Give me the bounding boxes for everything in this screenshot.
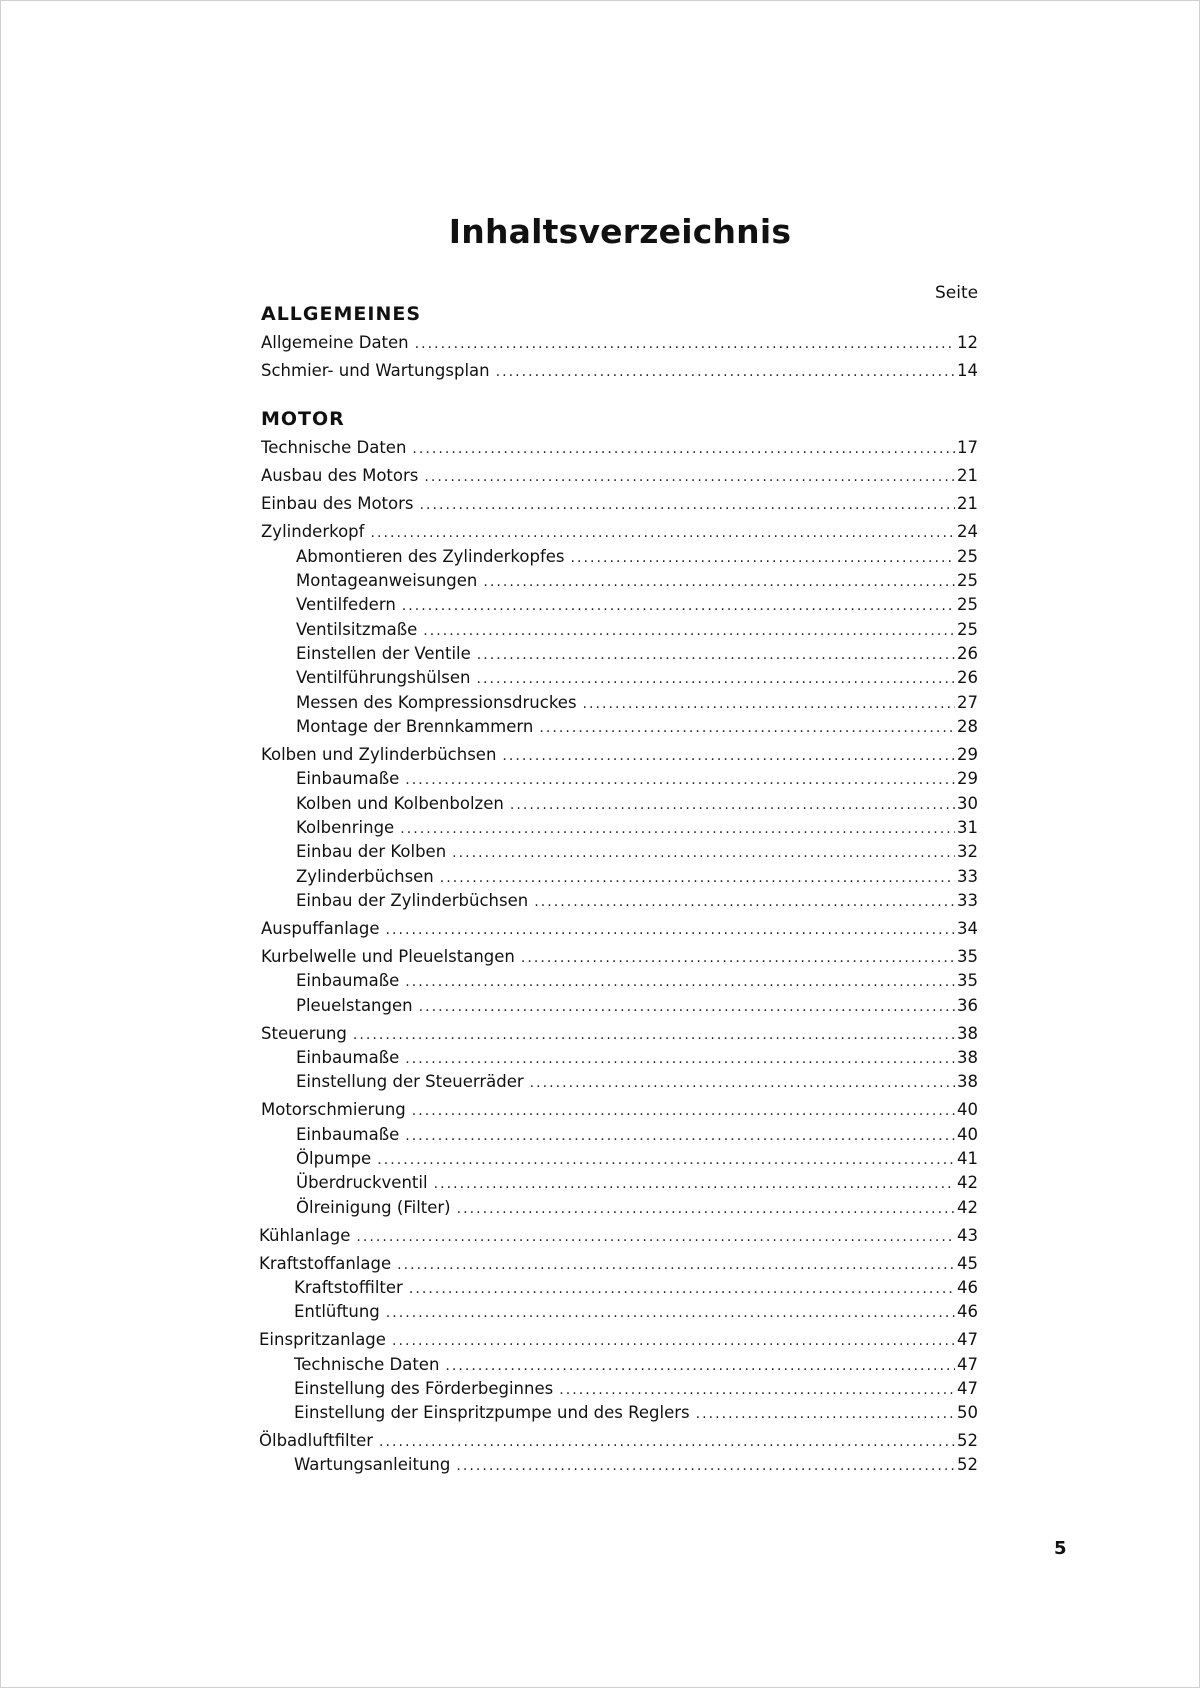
toc-entry bbox=[259, 1329, 978, 1351]
toc-entry-page: 26 bbox=[957, 644, 978, 663]
toc-entry bbox=[296, 643, 978, 665]
toc-entry-label: Technische Daten bbox=[294, 1355, 440, 1374]
dot-leader bbox=[392, 1330, 955, 1352]
toc-entry bbox=[261, 437, 978, 459]
toc-entry bbox=[296, 667, 978, 689]
toc-entry-page: 25 bbox=[957, 595, 978, 614]
toc-entry-label: Kolbenringe bbox=[296, 818, 395, 837]
toc-entry-label: Ölreinigung (Filter) bbox=[296, 1198, 451, 1217]
toc-entry-page: 33 bbox=[957, 867, 978, 886]
toc-entry bbox=[294, 1402, 978, 1424]
dot-leader bbox=[412, 1100, 955, 1122]
toc-entry bbox=[294, 1301, 978, 1323]
toc-entry bbox=[296, 594, 978, 616]
toc-entry-page: 30 bbox=[957, 794, 978, 813]
toc-entry-page: 35 bbox=[957, 971, 978, 990]
toc-entry-page: 52 bbox=[957, 1455, 978, 1474]
toc-entry-label: Montage der Brennkammern bbox=[296, 717, 534, 736]
dot-leader bbox=[496, 361, 955, 383]
dot-leader bbox=[412, 438, 955, 460]
dot-leader bbox=[379, 1431, 955, 1453]
toc-entry bbox=[296, 995, 978, 1017]
toc-entry-page: 29 bbox=[957, 745, 978, 764]
toc-entry bbox=[261, 744, 978, 766]
toc-entry-page: 33 bbox=[957, 891, 978, 910]
toc-entry-page: 27 bbox=[957, 693, 978, 712]
toc-entry bbox=[296, 866, 978, 888]
dot-leader bbox=[530, 1072, 955, 1094]
toc-entry-page: 35 bbox=[957, 947, 978, 966]
toc-entry-label: Einstellung der Steuerräder bbox=[296, 1072, 524, 1091]
toc-entry bbox=[296, 546, 978, 568]
dot-leader bbox=[571, 547, 955, 569]
toc-entry-page: 31 bbox=[957, 818, 978, 837]
dot-leader bbox=[434, 1173, 955, 1195]
toc-entry-label: Pleuelstangen bbox=[296, 996, 413, 1015]
toc-entry bbox=[259, 1430, 978, 1452]
dot-leader bbox=[405, 769, 955, 791]
dot-leader bbox=[405, 1125, 955, 1147]
toc-entry-label: Zylinderkopf bbox=[261, 522, 365, 541]
toc-entry bbox=[296, 1047, 978, 1069]
dot-leader bbox=[502, 745, 955, 767]
toc-entry bbox=[296, 1071, 978, 1093]
toc-entry-label: Einbau der Kolben bbox=[296, 842, 447, 861]
toc-entry-page: 45 bbox=[957, 1254, 978, 1273]
toc-entry-page: 24 bbox=[957, 522, 978, 541]
toc-entry-label: Montageanweisungen bbox=[296, 571, 478, 590]
toc-entry-page: 42 bbox=[957, 1173, 978, 1192]
toc-entry bbox=[296, 793, 978, 815]
dot-leader bbox=[402, 595, 955, 617]
dot-leader bbox=[559, 1379, 955, 1401]
toc-entry-label: Motorschmierung bbox=[261, 1100, 406, 1119]
dot-leader bbox=[356, 1226, 955, 1248]
section-heading: MOTOR bbox=[261, 408, 345, 430]
dot-leader bbox=[583, 693, 955, 715]
toc-entry bbox=[261, 493, 978, 515]
toc-entry-label: Ausbau des Motors bbox=[261, 466, 419, 485]
toc-entry-page: 21 bbox=[957, 494, 978, 513]
toc-entry-label: Steuerung bbox=[261, 1024, 347, 1043]
toc-entry bbox=[261, 360, 978, 382]
page-title: Inhaltsverzeichnis bbox=[448, 212, 792, 251]
toc-entry-page: 38 bbox=[957, 1048, 978, 1067]
toc-entry-page: 52 bbox=[957, 1431, 978, 1450]
toc-entry bbox=[296, 570, 978, 592]
dot-leader bbox=[534, 891, 955, 913]
dot-leader bbox=[445, 1355, 955, 1377]
toc-entry-label: Abmontieren des Zylinderkopfes bbox=[296, 547, 565, 566]
toc-entry-page: 40 bbox=[957, 1100, 978, 1119]
toc-entry bbox=[261, 332, 978, 354]
toc-entry-label: Kraftstoffanlage bbox=[259, 1254, 392, 1273]
toc-entry bbox=[296, 768, 978, 790]
toc-entry-label: Technische Daten bbox=[261, 438, 407, 457]
toc-entry-page: 38 bbox=[957, 1072, 978, 1091]
toc-entry-page: 47 bbox=[957, 1330, 978, 1349]
toc-entry-label: Wartungsanleitung bbox=[294, 1455, 451, 1474]
dot-leader bbox=[521, 947, 955, 969]
toc-entry-label: Kolben und Zylinderbüchsen bbox=[261, 745, 497, 764]
dot-leader bbox=[423, 620, 955, 642]
toc-entry-page: 14 bbox=[957, 361, 978, 380]
toc-entry bbox=[261, 946, 978, 968]
toc-entry-page: 47 bbox=[957, 1379, 978, 1398]
toc-entry-page: 25 bbox=[957, 620, 978, 639]
dot-leader bbox=[409, 1278, 955, 1300]
toc-entry-label: Allgemeine Daten bbox=[261, 333, 409, 352]
dot-leader bbox=[353, 1024, 955, 1046]
dot-leader bbox=[483, 571, 955, 593]
toc-entry-label: Einstellung des Förderbeginnes bbox=[294, 1379, 554, 1398]
toc-entry-page: 46 bbox=[957, 1278, 978, 1297]
toc-entry-page: 36 bbox=[957, 996, 978, 1015]
toc-entry bbox=[296, 1148, 978, 1170]
toc-entry-label: Ventilsitzmaße bbox=[296, 620, 418, 639]
dot-leader bbox=[476, 668, 955, 690]
toc-entry bbox=[261, 1023, 978, 1045]
dot-leader bbox=[457, 1198, 955, 1220]
dot-leader bbox=[510, 794, 955, 816]
toc-entry-label: Einbaumaße bbox=[296, 971, 400, 990]
dot-leader bbox=[419, 996, 955, 1018]
toc-entry bbox=[261, 465, 978, 487]
dot-leader bbox=[477, 644, 955, 666]
dot-leader bbox=[696, 1403, 955, 1425]
toc-entry bbox=[259, 1253, 978, 1275]
section-heading: ALLGEMEINES bbox=[261, 303, 422, 325]
toc-entry bbox=[294, 1277, 978, 1299]
dot-leader bbox=[370, 522, 955, 544]
dot-leader bbox=[405, 1048, 955, 1070]
toc-entry bbox=[294, 1378, 978, 1400]
toc-entry-page: 47 bbox=[957, 1355, 978, 1374]
toc-entry-page: 38 bbox=[957, 1024, 978, 1043]
toc-entry-label: Überdruckventil bbox=[296, 1173, 428, 1192]
toc-entry-label: Einbaumaße bbox=[296, 769, 400, 788]
toc-entry bbox=[296, 716, 978, 738]
toc-entry-page: 43 bbox=[957, 1226, 978, 1245]
toc-entry-page: 25 bbox=[957, 547, 978, 566]
toc-entry-page: 25 bbox=[957, 571, 978, 590]
toc-entry-label: Einbau des Motors bbox=[261, 494, 414, 513]
page-column-header: Seite bbox=[935, 283, 979, 303]
dot-leader bbox=[397, 1254, 955, 1276]
dot-leader bbox=[452, 842, 955, 864]
toc-entry-label: Einstellen der Ventile bbox=[296, 644, 471, 663]
toc-entry-page: 32 bbox=[957, 842, 978, 861]
toc-entry bbox=[261, 1099, 978, 1121]
toc-entry-label: Kurbelwelle und Pleuelstangen bbox=[261, 947, 515, 966]
page-number: 5 bbox=[1054, 1538, 1067, 1559]
toc-entry-page: 46 bbox=[957, 1302, 978, 1321]
toc-entry bbox=[296, 970, 978, 992]
toc-entry bbox=[296, 692, 978, 714]
toc-entry bbox=[294, 1454, 978, 1476]
toc-entry-label: Kühlanlage bbox=[259, 1226, 351, 1245]
dot-leader bbox=[424, 466, 955, 488]
toc-entry-page: 41 bbox=[957, 1149, 978, 1168]
toc-entry-label: Messen des Kompressionsdruckes bbox=[296, 693, 577, 712]
toc-entry bbox=[261, 521, 978, 543]
toc-entry-page: 21 bbox=[957, 466, 978, 485]
dot-leader bbox=[405, 971, 955, 993]
dot-leader bbox=[377, 1149, 955, 1171]
toc-entry-label: Einbaumaße bbox=[296, 1125, 400, 1144]
toc-entry-label: Ventilfedern bbox=[296, 595, 396, 614]
dot-leader bbox=[456, 1455, 955, 1477]
toc-entry bbox=[296, 841, 978, 863]
dot-leader bbox=[539, 717, 955, 739]
dot-leader bbox=[440, 867, 955, 889]
toc-entry-label: Auspuffanlage bbox=[261, 919, 380, 938]
toc-entry bbox=[296, 1124, 978, 1146]
toc-entry-page: 17 bbox=[957, 438, 978, 457]
dot-leader bbox=[386, 919, 955, 941]
toc-entry-label: Ölpumpe bbox=[296, 1149, 372, 1168]
toc-entry-label: Einbau der Zylinderbüchsen bbox=[296, 891, 529, 910]
toc-entry-page: 40 bbox=[957, 1125, 978, 1144]
toc-entry-label: Einstellung der Einspritzpumpe und des Reglers bbox=[294, 1403, 690, 1422]
toc-entry bbox=[296, 1172, 978, 1194]
toc-entry bbox=[296, 890, 978, 912]
toc-entry-page: 26 bbox=[957, 668, 978, 687]
toc-entry bbox=[261, 918, 978, 940]
toc-entry-page: 42 bbox=[957, 1198, 978, 1217]
toc-entry bbox=[296, 619, 978, 641]
toc-entry-label: Kraftstoffilter bbox=[294, 1278, 403, 1297]
toc-entry-label: Einspritzanlage bbox=[259, 1330, 386, 1349]
toc-entry bbox=[296, 1197, 978, 1219]
toc-entry-page: 50 bbox=[957, 1403, 978, 1422]
toc-entry-page: 34 bbox=[957, 919, 978, 938]
toc-entry-label: Ventilführungshülsen bbox=[296, 668, 471, 687]
toc-entry-label: Schmier- und Wartungsplan bbox=[261, 361, 490, 380]
toc-entry bbox=[296, 817, 978, 839]
toc-entry-label: Kolben und Kolbenbolzen bbox=[296, 794, 504, 813]
toc-entry bbox=[259, 1225, 978, 1247]
toc-entry-label: Einbaumaße bbox=[296, 1048, 400, 1067]
toc-entry bbox=[294, 1354, 978, 1376]
toc-entry-page: 28 bbox=[957, 717, 978, 736]
dot-leader bbox=[415, 333, 955, 355]
toc-entry-page: 29 bbox=[957, 769, 978, 788]
toc-entry-label: Ölbadluftfilter bbox=[259, 1431, 374, 1450]
dot-leader bbox=[386, 1302, 955, 1324]
toc-entry-page: 12 bbox=[957, 333, 978, 352]
dot-leader bbox=[420, 494, 956, 516]
toc-entry-label: Zylinderbüchsen bbox=[296, 867, 434, 886]
toc-entry-label: Entlüftung bbox=[294, 1302, 380, 1321]
dot-leader bbox=[400, 818, 955, 840]
